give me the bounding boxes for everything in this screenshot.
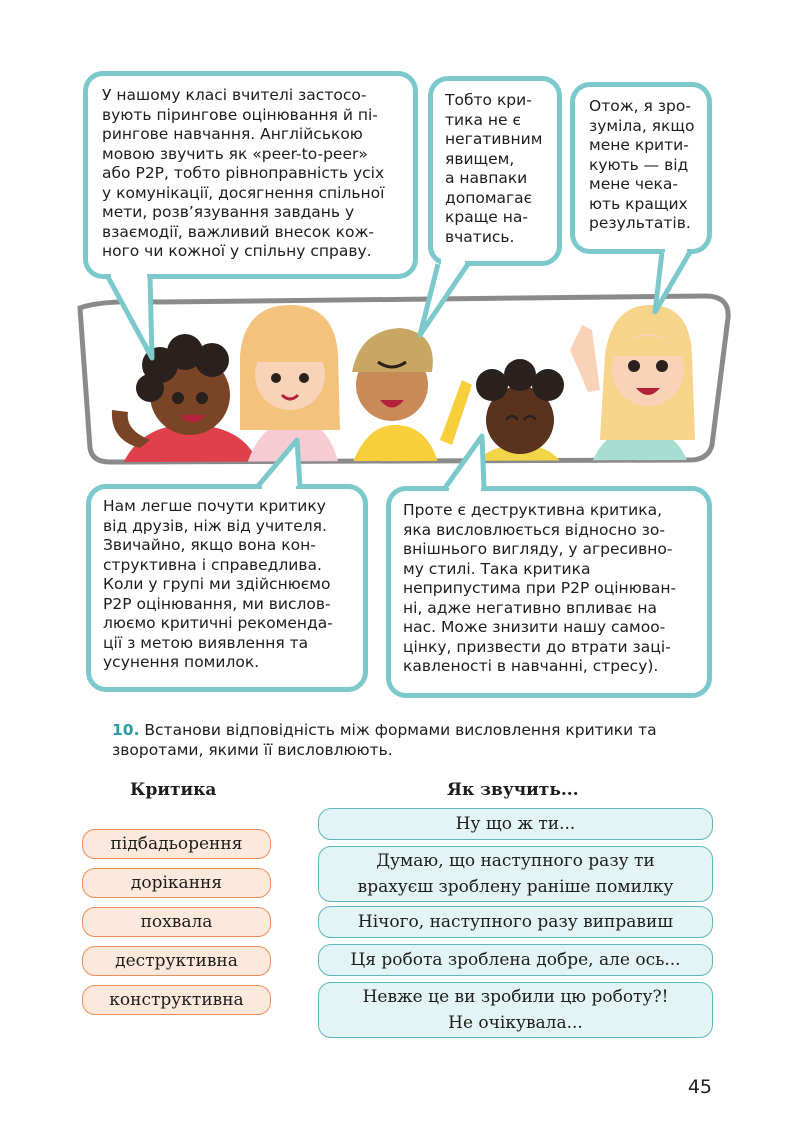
phrase-item-1[interactable]: Ну що ж ти... xyxy=(318,808,713,840)
speech-bubble-criticism-helps: Тобто кри- тика не є негативним явищем, а навпаки допомагає краще на- вчатись. xyxy=(428,76,562,266)
speech-bubble-friends-criticism: Нам легше почути критику від друзів, ніж від учителя. Звичайно, якщо вона кон- структивна і справедлива. Коли у групі ми здійснюємо P2P оцінювання, ми вислов- люємо критичні рекоменда- ції з метою виявлення та усунення помилок. xyxy=(86,484,368,692)
criticism-item-constructive[interactable]: конструктивна xyxy=(82,985,271,1015)
speech-bubble-better-results: Отож, я зро- зуміла, якщо мене крити- кують — від мене чека- ють кращих результатів. xyxy=(570,82,712,254)
criticism-item-praise[interactable]: похвала xyxy=(82,907,271,937)
task-number: 10. xyxy=(112,721,140,739)
criticism-item-encouragement[interactable]: підбадьорення xyxy=(82,829,271,859)
speech-bubble-destructive-criticism: Проте є деструктивна критика, яка висловлюється відносно зо- внішнього вигляду, у агресивно- му стилі. Така критика неприпустима при P2P оцінюван- ні, адже негативно впливає на нас. Може знизити нашу самоо- цінку, призвести до втрати заці- кавленості в навчанні, стресу). xyxy=(386,486,712,698)
criticism-item-reproach[interactable]: дорікання xyxy=(82,868,271,898)
column-header-how-it-sounds: Як звучить... xyxy=(447,780,579,800)
column-header-criticism: Критика xyxy=(130,780,217,800)
task-text: Встанови відповідність між формами висловлення критики та зворотами, якими її висловлюють. xyxy=(112,721,657,759)
phrase-item-3[interactable]: Нічого, наступного разу виправиш xyxy=(318,906,713,938)
phrase-item-2[interactable]: Думаю, що наступного разу ти врахуєш зроблену раніше помилку xyxy=(318,846,713,902)
criticism-item-destructive[interactable]: деструктивна xyxy=(82,946,271,976)
phrase-item-5[interactable]: Невже це ви зробили цю роботу?! Не очікувала... xyxy=(318,982,713,1038)
speech-bubble-peer-assessment: У нашому класі вчителі застосо- вують пірингове оцінювання й пі- рингове навчання. Англійською мовою звучить як «peer-to-peer» або P2P, тобто рівноправність усіх у комунікації, досягнення спільної мети, розв’язування завдань у взаємодії, важливий внесок кож- ного чи кожної у спільну справу. xyxy=(83,71,418,279)
page-number: 45 xyxy=(687,1076,712,1098)
phrase-item-4[interactable]: Ця робота зроблена добре, але ось... xyxy=(318,944,713,976)
